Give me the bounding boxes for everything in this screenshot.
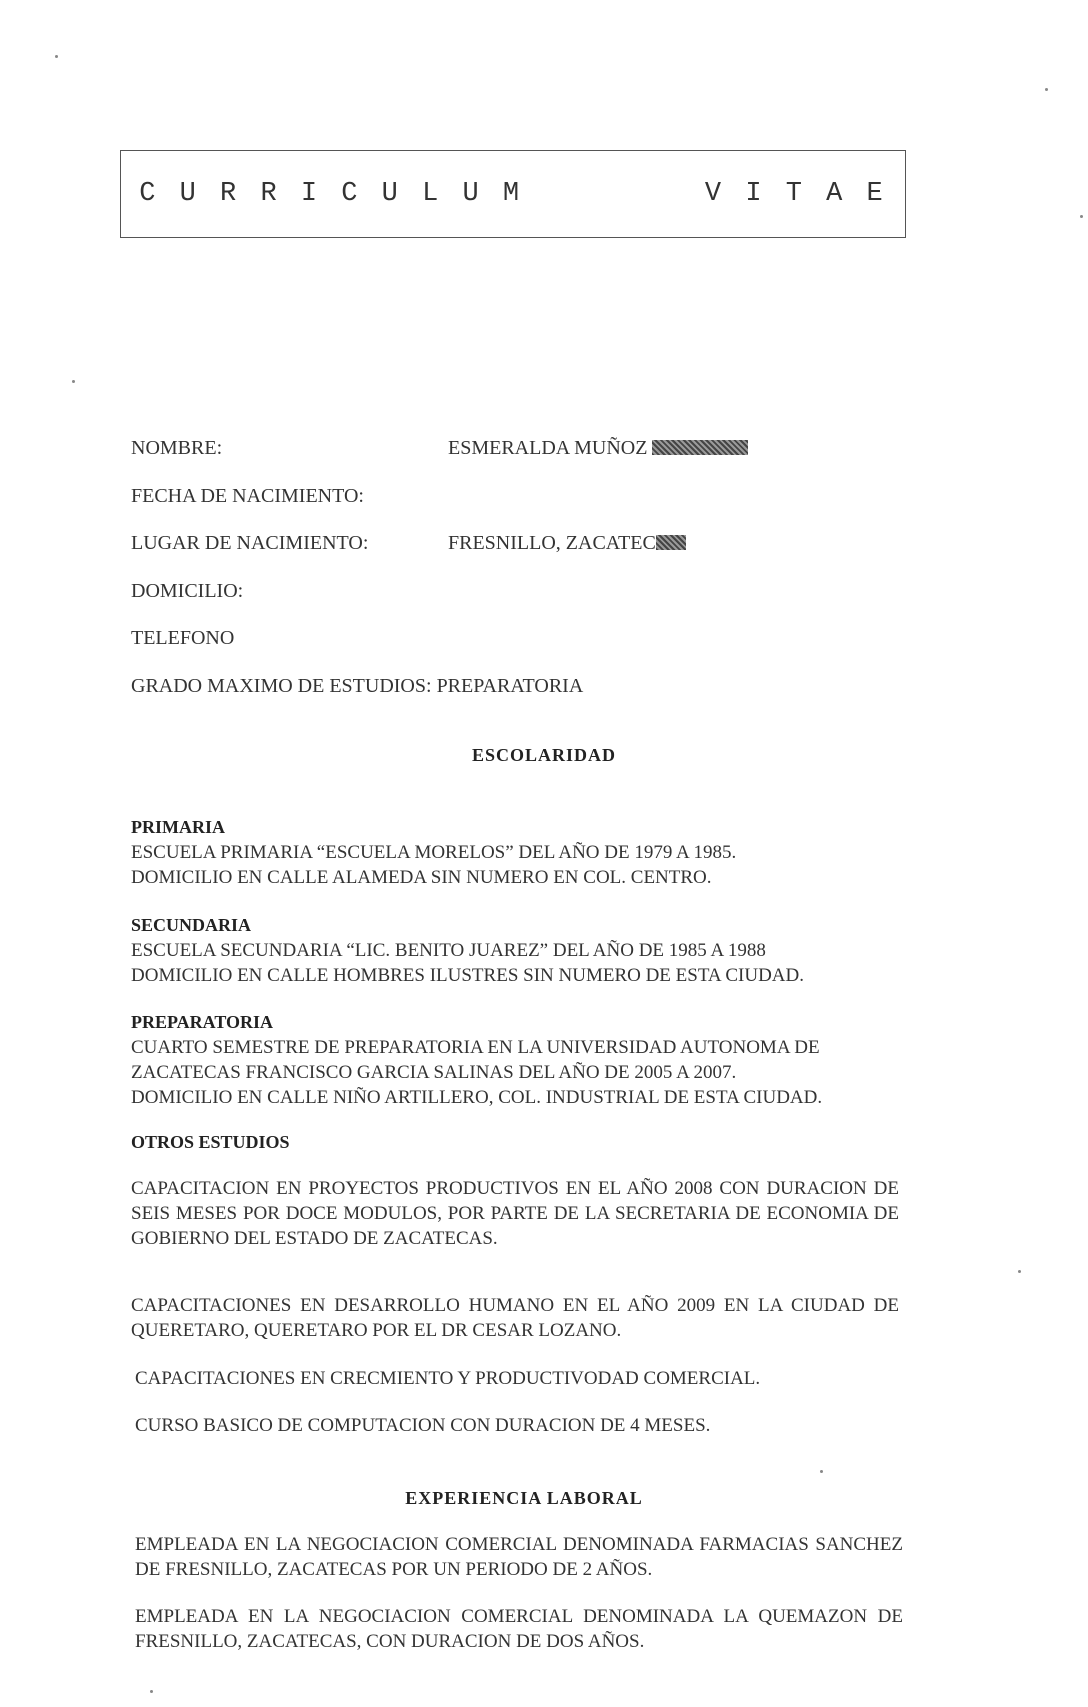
- scan-speck: [72, 380, 75, 383]
- otros-estudios-title: OTROS ESTUDIOS: [131, 1132, 290, 1152]
- otros-estudios-title-wrap: [131, 1130, 901, 1155]
- grado-label: GRADO MAXIMO DE ESTUDIOS:: [131, 675, 432, 697]
- preparatoria-line: DOMICILIO EN CALLE NIÑO ARTILLERO, COL. INDUSTRIAL DE ESTA CIUDAD.: [131, 1087, 823, 1108]
- otros-estudios-item: CAPACITACION EN PROYECTOS PRODUCTIVOS EN EL AÑO 2008 CON DURACION DE SEIS MESES POR DOCE MODULOS, POR PARTE DE LA SECRETARIA DE ECONOMIA DE GOBIERNO DEL ESTADO DE ZACATECAS.: [131, 1178, 899, 1249]
- experiencia-heading: EXPERIENCIA LABORAL: [405, 1488, 643, 1508]
- lugar-value: FRESNILLO, ZACATEC: [448, 532, 656, 554]
- lugar-label: LUGAR DE NACIMIENTO:: [131, 532, 369, 554]
- preparatoria-block: [131, 1010, 901, 1110]
- experiencia-item: EMPLEADA EN LA NEGOCIACION COMERCIAL DENOMINADA LA QUEMAZON DE FRESNILLO, ZACATECAS, CON DURACION DE DOS AÑOS.: [135, 1606, 903, 1652]
- scan-speck: [1045, 88, 1048, 91]
- field-telefono: [131, 627, 234, 650]
- experiencia-item: EMPLEADA EN LA NEGOCIACION COMERCIAL DENOMINADA FARMACIAS SANCHEZ DE FRESNILLO, ZACATECAS POR UN PERIODO DE 2 AÑOS.: [135, 1534, 903, 1580]
- preparatoria-line: ZACATECAS FRANCISCO GARCIA SALINAS DEL AÑO DE 2005 A 2007.: [131, 1062, 737, 1083]
- scan-speck: [820, 1470, 823, 1473]
- secundaria-line: DOMICILIO EN CALLE HOMBRES ILUSTRES SIN NUMERO DE ESTA CIUDAD.: [131, 965, 804, 986]
- nombre-label: NOMBRE:: [131, 437, 223, 459]
- secundaria-line: ESCUELA SECUNDARIA “LIC. BENITO JUAREZ” DEL AÑO DE 1985 A 1988: [131, 940, 766, 961]
- nombre-value: ESMERALDA MUÑOZ: [448, 437, 648, 459]
- nombre-value-wrap: [448, 437, 748, 460]
- field-lugar: [131, 532, 656, 555]
- escolaridad-heading: ESCOLARIDAD: [471, 745, 617, 765]
- primaria-line: DOMICILIO EN CALLE ALAMEDA SIN NUMERO EN COL. CENTRO.: [131, 867, 712, 888]
- field-grado: [131, 675, 583, 698]
- page-title: [139, 179, 887, 209]
- redaction-mark: [652, 440, 748, 455]
- telefono-label: TELEFONO: [131, 627, 235, 649]
- field-domicilio: [131, 580, 243, 603]
- scan-speck: [150, 1690, 153, 1693]
- fecha-label: FECHA DE NACIMIENTO:: [131, 485, 364, 507]
- title-box: [120, 150, 906, 238]
- field-fecha: [131, 485, 364, 508]
- otros-estudios-item: CURSO BASICO DE COMPUTACION CON DURACION DE 4 MESES.: [135, 1415, 711, 1436]
- title-vitae: V I T A E: [704, 179, 887, 209]
- primaria-line: ESCUELA PRIMARIA “ESCUELA MORELOS” DEL AÑO DE 1979 A 1985.: [131, 842, 737, 863]
- preparatoria-title: PREPARATORIA: [131, 1012, 274, 1032]
- preparatoria-line: CUARTO SEMESTRE DE PREPARATORIA EN LA UNIVERSIDAD AUTONOMA DE: [131, 1037, 820, 1058]
- title-curriculum: C U R R I C U L U M: [139, 179, 524, 209]
- scan-speck: [1080, 215, 1083, 218]
- primaria-block: [131, 815, 901, 890]
- field-nombre: [131, 437, 648, 460]
- redaction-mark: [656, 535, 686, 550]
- secundaria-block: [131, 913, 901, 988]
- primaria-title: PRIMARIA: [131, 817, 225, 837]
- scan-speck: [1018, 1270, 1021, 1273]
- otros-estudios-item: CAPACITACIONES EN CRECMIENTO Y PRODUCTIVODAD COMERCIAL.: [135, 1368, 761, 1389]
- lugar-value-wrap: [448, 532, 686, 555]
- scan-speck: [55, 55, 58, 58]
- domicilio-label: DOMICILIO:: [131, 580, 244, 602]
- grado-value: PREPARATORIA: [436, 675, 584, 697]
- secundaria-title: SECUNDARIA: [131, 915, 252, 935]
- otros-estudios-item: CAPACITACIONES EN DESARROLLO HUMANO EN EL AÑO 2009 EN LA CIUDAD DE QUERETARO, QUERETARO POR EL DR CESAR LOZANO.: [131, 1295, 899, 1341]
